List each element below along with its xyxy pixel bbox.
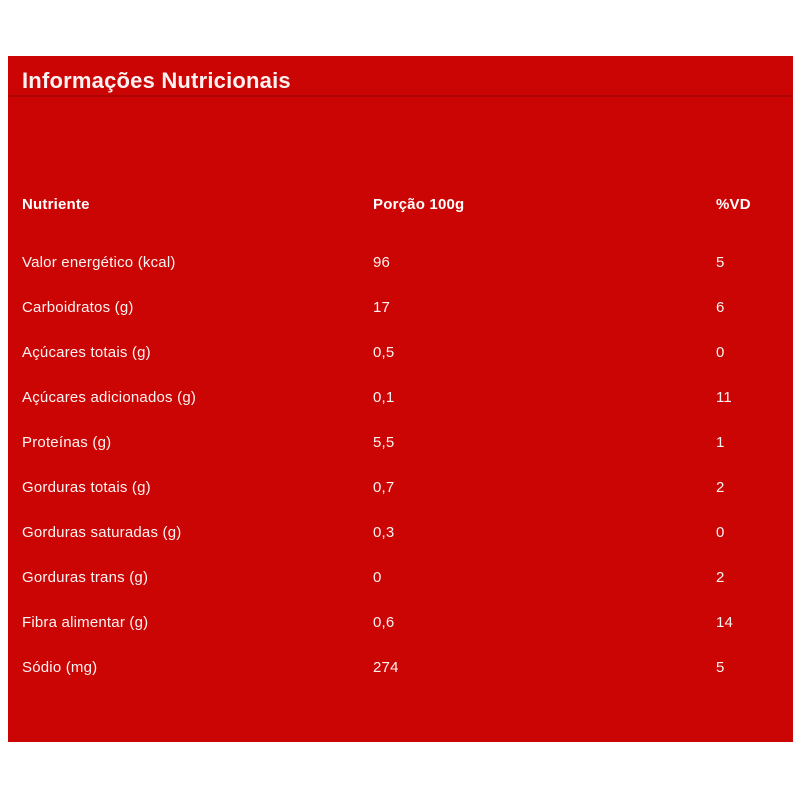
portion-value-cell: 96 [373, 254, 391, 271]
column-header-portion: Porção 100g [373, 195, 465, 213]
portion-value-cell: 5,5 [373, 434, 395, 451]
vd-value-cell: 2 [716, 569, 725, 586]
vd-value-cell: 0 [716, 524, 725, 541]
nutrient-name-cell: Gorduras saturadas (g) [22, 524, 182, 541]
nutrient-name-cell: Valor energético (kcal) [22, 254, 176, 271]
table-row [22, 600, 779, 645]
table-row [22, 555, 779, 600]
column-header-nutrient: Nutriente [22, 195, 90, 213]
table-row [22, 645, 779, 690]
vd-value-cell: 5 [716, 659, 725, 676]
table-row [22, 240, 779, 285]
nutrient-name-cell: Gorduras totais (g) [22, 479, 151, 496]
vd-value-cell: 1 [716, 434, 725, 451]
vd-value-cell: 2 [716, 479, 725, 496]
table-row [22, 510, 779, 555]
vd-value-cell: 6 [716, 299, 725, 316]
nutrient-name-cell: Sódio (mg) [22, 659, 98, 676]
portion-value-cell: 274 [373, 659, 399, 676]
nutrition-table [8, 181, 793, 690]
nutrient-name-cell: Carboidratos (g) [22, 299, 134, 316]
table-header-row [22, 181, 779, 227]
table-body [22, 240, 779, 690]
portion-value-cell: 17 [373, 299, 391, 316]
nutrient-name-cell: Açúcares adicionados (g) [22, 389, 197, 406]
nutrient-name-cell: Gorduras trans (g) [22, 569, 149, 586]
portion-value-cell: 0,7 [373, 479, 395, 496]
table-row [22, 285, 779, 330]
vd-value-cell: 11 [716, 389, 732, 406]
nutrient-name-cell: Proteínas (g) [22, 434, 112, 451]
portion-value-cell: 0,6 [373, 614, 395, 631]
portion-value-cell: 0,1 [373, 389, 395, 406]
vd-value-cell: 0 [716, 344, 725, 361]
panel-title: Informações Nutricionais [22, 68, 291, 93]
nutrient-name-cell: Fibra alimentar (g) [22, 614, 149, 631]
column-header-vd: %VD [716, 195, 751, 213]
table-row [22, 465, 779, 510]
table-row [22, 420, 779, 465]
panel-title-bar [8, 56, 793, 97]
vd-value-cell: 5 [716, 254, 725, 271]
portion-value-cell: 0,5 [373, 344, 395, 361]
table-row [22, 375, 779, 420]
nutrient-name-cell: Açúcares totais (g) [22, 344, 151, 361]
vd-value-cell: 14 [716, 614, 734, 631]
table-row [22, 330, 779, 375]
portion-value-cell: 0,3 [373, 524, 395, 541]
portion-value-cell: 0 [373, 569, 382, 586]
nutrition-facts-panel [8, 56, 793, 742]
